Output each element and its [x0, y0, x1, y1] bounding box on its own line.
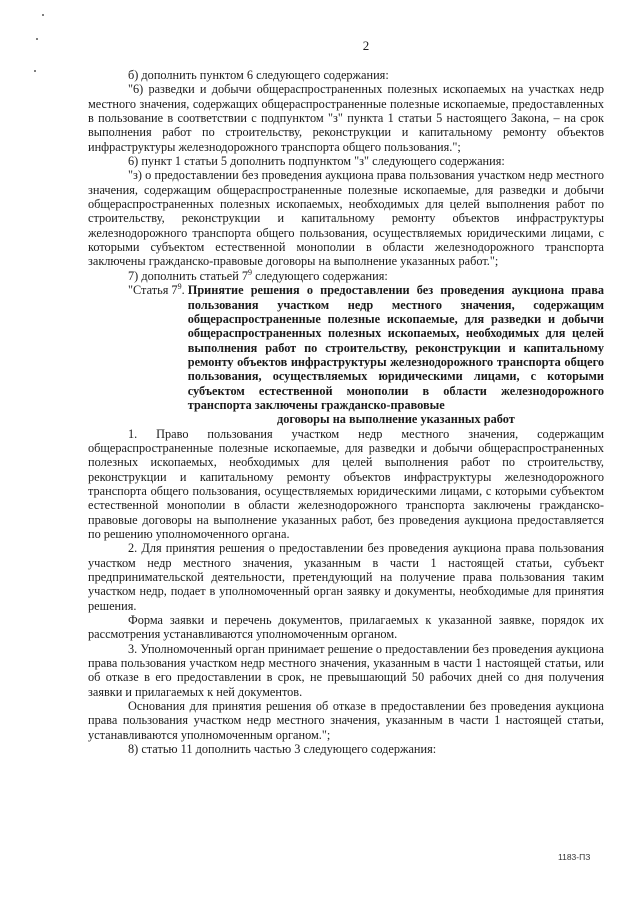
item7-text-end: следующего содержания: — [252, 268, 388, 283]
item7-superscript: 9 — [248, 267, 253, 277]
page-number: 2 — [362, 38, 370, 53]
article-paragraph: 3. Уполномоченный орган принимает решение о предоставлении без проведения аукциона права пользования участком недр местного значения, указанным в части 1 настоящей статьи, или об отказе в его предоставлении в срок, не превышающий 50 рабочих дней со дня получения заявки и прилагаемых к ней документов. — [88, 641, 604, 699]
article-heading-title: Принятие решения о предоставлении без проведения аукциона права пользования участком недр местного значения, содержащим общераспространенные полезные ископаемые, для разведки и добычи общераспространенных полезных ископаемых, необходимых для целей выполнения работ по строительству, реконструкции и капитальному ремонту объектов инфраструктуры железнодорожного транспорта общего пользования, осуществляемых юридическими лицами, с которыми субъектом естественной монополии в области железнодорожного транспорта заключены гражданско-правовые — [187, 283, 604, 412]
article-paragraph: Основания для принятия решения об отказе в предоставлении без проведения аукциона права пользования участком недр местного значения, указанным в части 1 настоящей статьи, устанавливаются уполномоченным органом."; — [88, 699, 604, 742]
article-heading-title-block — [188, 283, 604, 426]
article-heading-prefix: "Статья $7^9$. — [128, 282, 188, 298]
article-paragraph: Форма заявки и перечень документов, прилагаемых к указанной заявке, порядок их рассмотрения устанавливаются уполномоченным органом. — [88, 613, 604, 642]
paragraph: "6) разведки и добычи общераспространенных полезных ископаемых на участках недр местного значения, содержащих общераспространенные полезные ископаемые, предоставленных в пользование в соответствии с подпунктом "з" пункта 1 статьи 5 настоящего Закона, – на срок выполнения работ по строительству, реконструкции и капитальному ремонту объектов инфраструктуры железнодорожного транспорта общего пользования."; — [88, 82, 604, 154]
scan-speck — [36, 38, 38, 40]
article-paragraph: 1. Право пользования участком недр местного значения, содержащим общераспространенные полезные ископаемые, для разведки и добычи общераспространенных полезных ископаемых, необходимых для целей выполнения работ по строительству, реконструкции и капитальному ремонту объектов инфраструктуры железнодорожного транспорта общего пользования, осуществляемых юридическими лицами, с которыми субъектом естественной монополии в области железнодорожного транспорта заключены гражданско-правовые договоры на выполнение указанных работ, без проведения аукциона предоставляется по решению уполномоченного органа. — [88, 426, 604, 541]
article-heading — [88, 283, 604, 426]
article-paragraph: 2. Для принятия решения о предоставлении без проведения аукциона права пользования участком недр местного значения, указанным в части 1 настоящей статьи, субъект предпринимательской деятельности, претендующий на получение права пользования таким участком недр, подает в уполномоченный орган заявку и документы, необходимые для принятия решения. — [88, 541, 604, 613]
document-body — [88, 68, 604, 757]
article-heading-title-last-line: договоры на выполнение указанных работ — [276, 412, 515, 427]
paragraph: б) дополнить пунктом 6 следующего содержания: — [128, 68, 389, 82]
article-paragraph: 8) статью 11 дополнить частью 3 следующего содержания: — [128, 742, 437, 757]
paragraph-item-7 — [88, 269, 604, 283]
item7-text: 7) дополнить статьей 7 — [128, 268, 249, 283]
paragraph: "з) о предоставлении без проведения аукциона права пользования участком недр местного значения, содержащим общераспространенные полезные ископаемые, для разведки и добычи общераспространенных полезных ископаемых, необходимых для целей выполнения работ по строительству, реконструкции и капитальному ремонту объектов инфраструктуры железнодорожного транспорта общего пользования, осуществляемых юридическими лицами, с которыми субъектом естественной монополии в области железнодорожного транспорта заключены гражданско-правовые договоры на выполнение указанных работ."; — [88, 168, 604, 269]
scan-speck — [42, 14, 44, 16]
paragraph: 6) пункт 1 статьи 5 дополнить подпунктом "з" следующего содержания: — [128, 154, 505, 169]
scan-speck — [34, 70, 36, 72]
footer-document-code: 1183-ПЗ — [558, 852, 591, 862]
